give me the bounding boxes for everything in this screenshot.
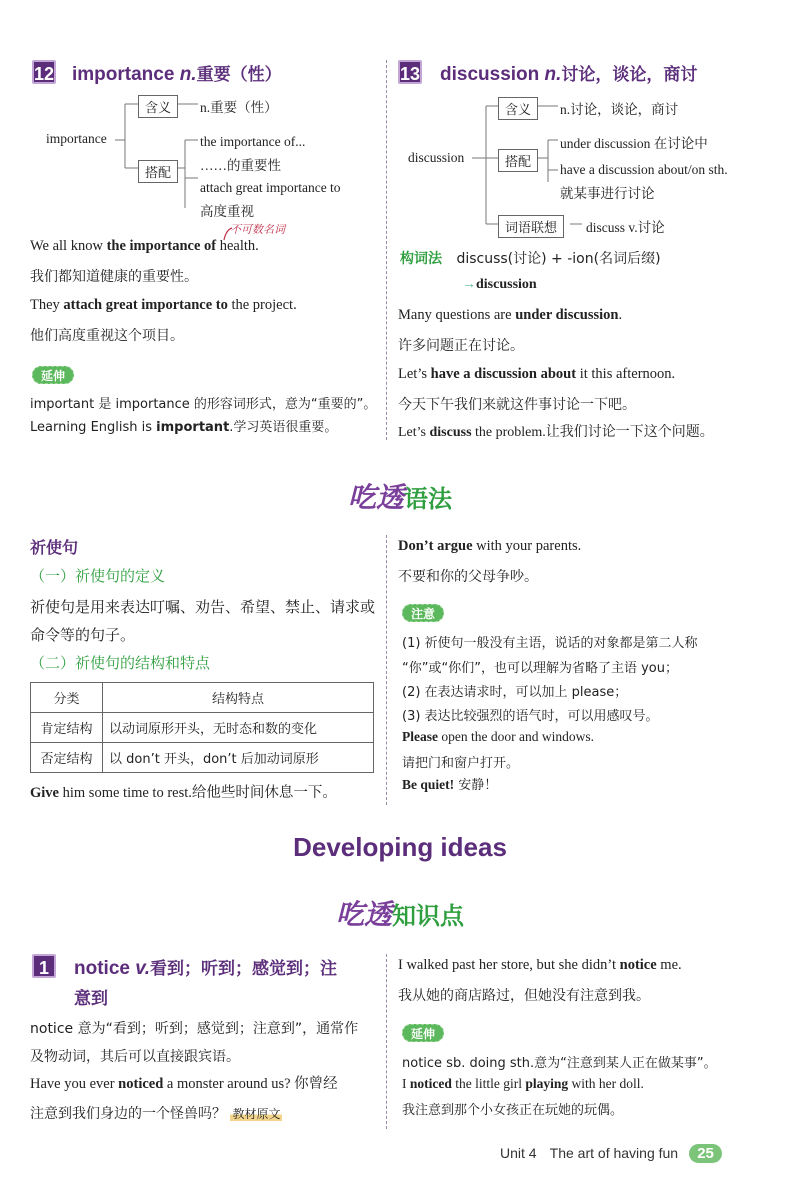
extension-tag: 延伸 (32, 366, 74, 384)
example-translation: 许多问题正在讨论。 (398, 338, 524, 354)
extension-text: notice sb. doing sth.意为“注意到某人正在做某事”。 (402, 1056, 717, 1071)
example-sentence: Give him some time to rest.给他些时间休息一下。 (30, 785, 337, 801)
table-header: 结构特点 (103, 683, 374, 713)
note-line: (3) 表达比较强烈的语气时，可以用感叹号。 (402, 709, 659, 724)
collocation-cn: 就某事进行讨论 (560, 186, 655, 201)
entry-pos: v. (135, 958, 151, 979)
entry-heading (440, 60, 697, 86)
entry-pos: n. (544, 64, 562, 85)
collocation-en: the importance of... (200, 134, 306, 149)
example-translation: 请把门和窗户打开。 (402, 756, 520, 771)
textbook-source-tag: 教材原文 (232, 1107, 281, 1121)
word-formation: 构词法 discuss(讨论) + -ion(名词后缀) (400, 251, 661, 267)
example-translation: 不要和你的父母争吵。 (398, 569, 538, 585)
association-value: discuss v.讨论 (586, 220, 665, 235)
entry-word: notice (74, 958, 130, 979)
extension-tag: 延伸 (402, 1024, 444, 1042)
example-sentence: Don’t argue with your parents. (398, 538, 582, 554)
note-line: (1) 祈使句一般没有主语，说话的对象都是第二人称 (402, 636, 698, 651)
extension-example: I noticed the little girl playing with her doll. (402, 1076, 644, 1091)
tree-branch-collocation-label: 搭配 (138, 160, 178, 183)
page-footer (500, 1143, 722, 1162)
entry-word: discussion (440, 64, 540, 85)
word-formation-result: →discussion (462, 277, 537, 292)
example-sentence: Let’s have a discussion about it this afternoon. (398, 366, 676, 382)
developing-ideas-title: Developing ideas (293, 832, 507, 862)
handwritten-note: 不可数名词 (230, 223, 285, 236)
collocation-cn: ……的重要性 (200, 158, 281, 173)
tree-branch-collocation-label: 搭配 (498, 149, 538, 172)
entry-heading (74, 954, 384, 1014)
table-cell: 以 don’t 开头，don’t 后加动词原形 (103, 743, 374, 773)
note-line: (2) 在表达请求时，可以加上 please； (402, 685, 628, 700)
example-sentence: Have you ever noticed a monster around us? 你曾经 (30, 1076, 338, 1092)
section-number-badge: 12 (32, 60, 56, 84)
collocation: under discussion 在讨论中 (560, 136, 708, 151)
tree-root: importance (46, 131, 107, 146)
example-sentence: Be quiet! 安静！ (402, 777, 498, 793)
tree-branch-meaning-label: 含义 (138, 95, 178, 118)
example-sentence: Many questions are under discussion. (398, 307, 623, 323)
example-translation: 他们高度重视这个项目。 (30, 328, 184, 344)
description-line: notice 意为“看到；听到；感觉到；注意到”，通常作 (30, 1021, 359, 1037)
table-row (31, 713, 374, 743)
example-sentence: We all know the importance of health. (30, 238, 259, 254)
description-line: 及物动词，其后可以直接跟宾语。 (30, 1049, 240, 1065)
tree-branch-meaning-value: n.讨论，谈论，商讨 (560, 102, 679, 117)
tree-branch-association-label: 词语联想 (498, 215, 564, 238)
example-translation: 我们都知道健康的重要性。 (30, 269, 198, 285)
extension-text: important 是 importance 的形容词形式，意为“重要的”。 (30, 397, 377, 412)
column-divider (386, 535, 387, 805)
example-translation: 我从她的商店路过，但她没有注意到我。 (398, 988, 650, 1004)
section-number-badge: 13 (398, 60, 422, 84)
example-sentence: I walked past her store, but she didn’t notice me. (398, 957, 682, 973)
table-row (31, 743, 374, 773)
collocation-en: attach great importance to (200, 180, 341, 195)
collocation-en: have a discussion about/on sth. (560, 162, 728, 177)
grammar-subheading: （一）祈使句的定义 (30, 567, 166, 585)
column-divider (386, 60, 387, 440)
grammar-subheading: （二）祈使句的结构和特点 (30, 654, 211, 672)
tree-branch-meaning-label: 含义 (498, 97, 538, 120)
page-number: 25 (689, 1144, 722, 1163)
tree-root: discussion (408, 150, 465, 165)
entry-pos: n. (179, 64, 197, 85)
table-cell: 肯定结构 (31, 713, 103, 743)
extension-example: Learning English is important.学习英语很重要。 (30, 420, 338, 435)
example-translation: 今天下午我们来就这件事讨论一下吧。 (398, 397, 636, 413)
grammar-section-title: 吃透语法 (347, 481, 452, 514)
grammar-definition: 祈使句是用来表达叮嘱、劝告、希望、禁止、请求或命令等的句子。 (30, 598, 376, 644)
entry-meaning: 看到；听到；感觉到；注 (150, 959, 338, 979)
footer-title: The art of having fun (549, 1145, 679, 1161)
column-divider (386, 954, 387, 1129)
note-tag: 注意 (402, 604, 444, 622)
example-translation: 注意到我们身边的一个怪兽吗？ 教材原文 (30, 1106, 281, 1122)
example-sentence: Let’s discuss the problem.让我们讨论一下这个问题。 (398, 425, 714, 440)
entry-heading (72, 60, 282, 86)
note-line: “你”或“你们”，也可以理解为省略了主语 you； (402, 661, 678, 676)
entry-meaning-cont: 意到 (74, 989, 108, 1009)
table-cell: 以动词原形开头，无时态和数的变化 (103, 713, 374, 743)
entry-word: importance (72, 64, 175, 85)
section-number-badge: 1 (32, 954, 56, 978)
tree-branch-meaning-value: n.重要（性） (200, 100, 278, 115)
entry-meaning: 讨论，谈论，商讨 (561, 65, 698, 85)
table-header: 分类 (31, 683, 103, 713)
grammar-topic: 祈使句 (30, 538, 79, 557)
example-sentence: They attach great importance to the project. (30, 297, 297, 313)
table-cell: 否定结构 (31, 743, 103, 773)
grammar-table (30, 682, 374, 773)
collocation-cn: 高度重视 (200, 204, 254, 219)
extension-translation: 我注意到那个小女孩正在玩她的玩偶。 (402, 1103, 624, 1118)
example-sentence: Please open the door and windows. (402, 729, 594, 744)
knowledge-section-title: 吃透知识点 (335, 898, 464, 931)
entry-meaning: 重要（性） (196, 65, 282, 85)
footer-unit: Unit 4 (500, 1145, 537, 1161)
